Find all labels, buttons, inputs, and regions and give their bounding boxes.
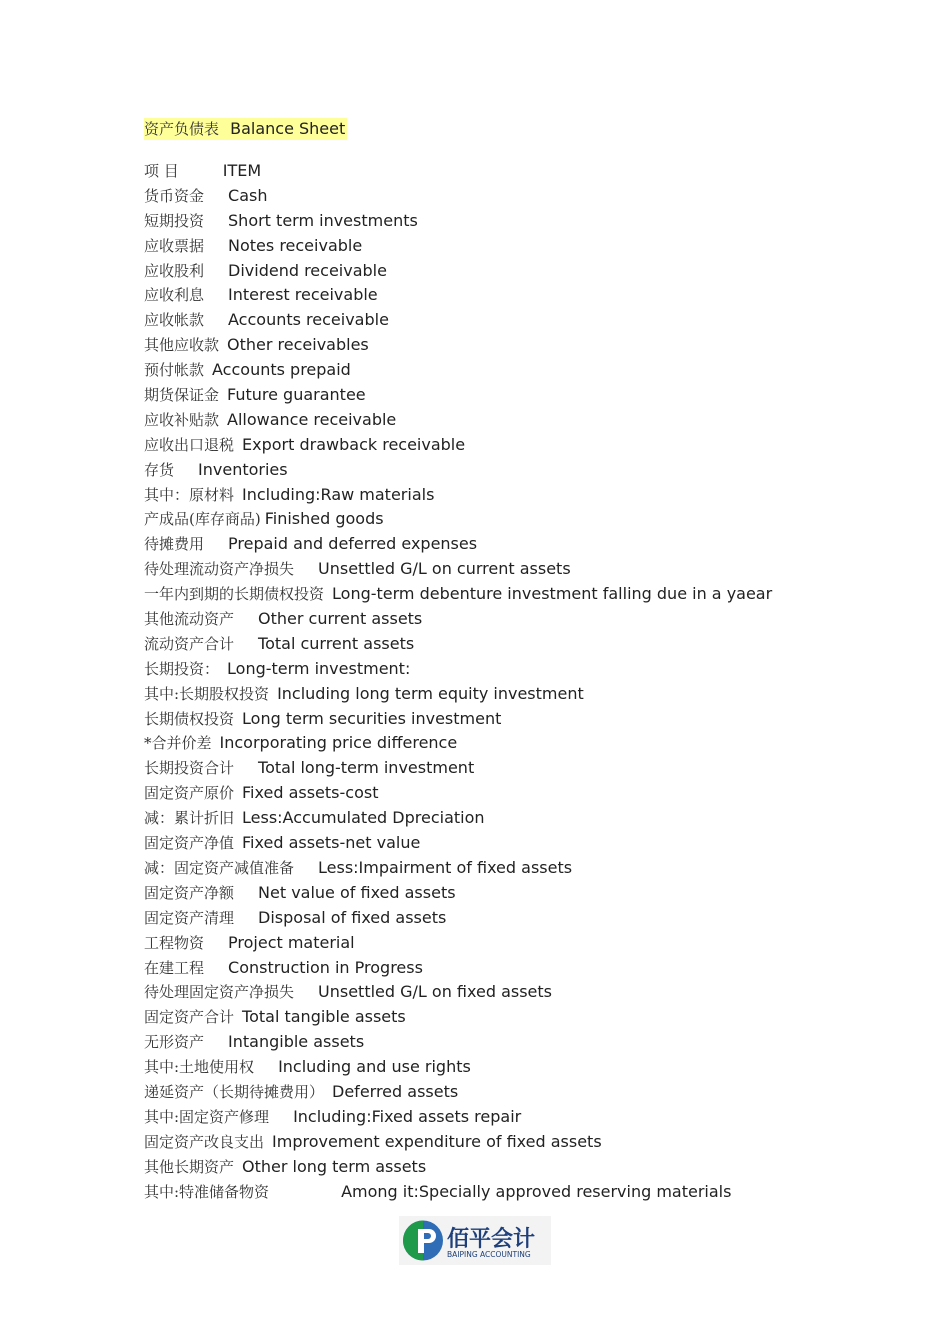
item-row <box>144 159 904 184</box>
item-row <box>144 259 904 284</box>
item-label-en: Including long term equity investment <box>277 683 584 703</box>
item-row <box>144 582 904 607</box>
item-label-zh: 产成品(库存商品) <box>144 510 261 529</box>
item-row <box>144 184 904 209</box>
item-label-zh: 工程物资 <box>144 933 205 952</box>
document-page <box>144 118 904 1204</box>
item-label-zh: 减：累计折旧 <box>144 809 235 828</box>
item-label-en: Other current assets <box>258 609 423 629</box>
item-row <box>144 209 904 234</box>
item-row <box>144 632 904 657</box>
item-label-zh: 其中:特准储备物资 <box>144 1182 270 1201</box>
item-label-zh: 应收票据 <box>144 236 205 255</box>
item-label-en: Interest receivable <box>228 285 378 305</box>
item-label-zh: 预付帐款 <box>144 361 205 380</box>
item-label-en: Export drawback receivable <box>242 434 466 454</box>
item-label-zh: 固定资产合计 <box>144 1008 235 1027</box>
item-label-en: Accounts prepaid <box>212 360 351 380</box>
item-label-en: Among it:Specially approved reserving materials <box>341 1181 732 1201</box>
item-row <box>144 507 904 532</box>
item-label-en: Dividend receivable <box>228 260 387 280</box>
baiping-logo <box>399 1216 551 1265</box>
title-zh: 资产负债表 <box>144 120 220 138</box>
item-label-en: Fixed assets-net value <box>242 833 421 853</box>
item-label-en: Allowance receivable <box>227 409 397 429</box>
item-label-en: Short term investments <box>228 210 418 230</box>
item-label-en: Cash <box>228 185 268 205</box>
item-label-zh: 应收利息 <box>144 286 205 305</box>
item-label-en: Future guarantee <box>227 385 366 405</box>
item-row <box>144 283 904 308</box>
item-label-zh: 应收股利 <box>144 261 205 280</box>
item-label-en: Prepaid and deferred expenses <box>228 534 478 554</box>
item-label-zh: 项 目 <box>144 162 179 180</box>
item-label-en: Less:Impairment of fixed assets <box>318 857 573 877</box>
item-label-zh: 递延资产（长期待摊费用） <box>144 1082 325 1101</box>
item-row <box>144 931 904 956</box>
item-label-zh: 待处理流动资产净损失 <box>144 560 295 579</box>
item-label-en: Disposal of fixed assets <box>258 907 447 927</box>
item-label-zh: 固定资产清理 <box>144 908 235 927</box>
item-label-en: Incorporating price difference <box>219 733 458 753</box>
item-row <box>144 532 904 557</box>
item-label-en: ITEM <box>222 161 262 180</box>
item-label-zh: 其他流动资产 <box>144 610 235 629</box>
item-row <box>144 408 904 433</box>
item-label-en: Total current assets <box>258 633 415 653</box>
item-row <box>144 607 904 632</box>
item-label-zh: 其他应收款 <box>144 336 220 355</box>
item-label-zh: 固定资产原价 <box>144 784 235 803</box>
item-label-en: Including:Fixed assets repair <box>293 1106 522 1126</box>
item-label-en: Improvement expenditure of fixed assets <box>272 1131 602 1151</box>
item-label-en: Project material <box>228 932 355 952</box>
title-en: Balance Sheet <box>230 119 346 138</box>
item-label-en: Accounts receivable <box>228 310 389 330</box>
item-label-zh: 固定资产净额 <box>144 883 235 902</box>
item-label-en: Deferred assets <box>332 1081 459 1101</box>
item-label-en: Other receivables <box>227 335 369 355</box>
item-label-en: Unsettled G/L on fixed assets <box>318 982 552 1002</box>
item-label-en: Long-term investment: <box>227 658 411 678</box>
item-label-en: Total tangible assets <box>242 1007 406 1027</box>
item-label-zh: 其中:固定资产修理 <box>144 1107 270 1126</box>
logo-name-en: BAIPING ACCOUNTING <box>447 1250 531 1259</box>
item-label-en: Inventories <box>198 459 288 479</box>
item-label-zh: 待摊费用 <box>144 535 205 554</box>
item-row <box>144 433 904 458</box>
item-label-en: Unsettled G/L on current assets <box>318 559 571 579</box>
item-label-en: Long term securities investment <box>242 708 502 728</box>
item-row <box>144 657 904 682</box>
bp-logo-icon <box>399 1216 551 1265</box>
item-label-zh: 应收补贴款 <box>144 410 220 429</box>
logo-name-zh: 佰平会计 <box>447 1227 536 1252</box>
item-row <box>144 806 904 831</box>
item-label-zh: 固定资产净值 <box>144 834 235 853</box>
item-row <box>144 458 904 483</box>
item-row <box>144 1055 904 1080</box>
item-label-zh: 流动资产合计 <box>144 634 235 653</box>
item-label-zh: 减：固定资产减值准备 <box>144 858 295 877</box>
document-title <box>144 118 347 140</box>
item-row <box>144 383 904 408</box>
item-row <box>144 1180 904 1205</box>
item-label-en: Notes receivable <box>228 235 363 255</box>
item-row <box>144 1105 904 1130</box>
item-row <box>144 234 904 259</box>
item-row <box>144 906 904 931</box>
item-label-zh: 应收帐款 <box>144 311 205 330</box>
item-label-en: Finished goods <box>264 509 384 529</box>
item-label-zh: 长期投资： <box>144 659 220 678</box>
item-row <box>144 781 904 806</box>
item-label-zh: 其中:土地使用权 <box>144 1058 255 1077</box>
item-label-en: Including and use rights <box>278 1057 471 1077</box>
item-row <box>144 358 904 383</box>
item-row <box>144 308 904 333</box>
item-label-zh: 短期投资 <box>144 211 205 230</box>
item-row <box>144 731 904 756</box>
item-label-zh: 在建工程 <box>144 958 205 977</box>
item-row <box>144 1005 904 1030</box>
item-label-zh: 长期投资合计 <box>144 759 235 778</box>
item-row <box>144 756 904 781</box>
item-label-en: Construction in Progress <box>228 957 423 977</box>
item-row <box>144 1155 904 1180</box>
item-row <box>144 333 904 358</box>
item-label-zh: 应收出口退税 <box>144 435 235 454</box>
item-row <box>144 557 904 582</box>
item-label-en: Total long-term investment <box>258 758 475 778</box>
item-label-zh: *合并价差 <box>144 734 212 753</box>
item-label-zh: 其中:长期股权投资 <box>144 684 270 703</box>
item-label-en: Intangible assets <box>228 1032 365 1052</box>
item-row <box>144 956 904 981</box>
item-label-zh: 固定资产改良支出 <box>144 1132 265 1151</box>
item-label-en: Fixed assets-cost <box>242 783 379 803</box>
item-label-zh: 期货保证金 <box>144 386 220 405</box>
item-label-en: Long-term debenture investment falling due in a yaear <box>332 584 773 604</box>
item-row <box>144 980 904 1005</box>
item-label-zh: 存货 <box>144 460 175 479</box>
item-row <box>144 682 904 707</box>
item-label-zh: 其他长期资产 <box>144 1157 235 1176</box>
item-row <box>144 1130 904 1155</box>
item-row <box>144 1080 904 1105</box>
item-label-zh: 长期债权投资 <box>144 709 235 728</box>
item-row <box>144 707 904 732</box>
item-row <box>144 483 904 508</box>
item-row <box>144 856 904 881</box>
item-label-zh: 无形资产 <box>144 1033 205 1052</box>
item-label-zh: 待处理固定资产净损失 <box>144 983 295 1002</box>
item-label-en: Less:Accumulated Dpreciation <box>242 808 485 828</box>
item-label-en: Other long term assets <box>242 1156 427 1176</box>
item-label-zh: 货币资金 <box>144 186 205 205</box>
item-row <box>144 1030 904 1055</box>
item-row <box>144 831 904 856</box>
item-label-zh: 其中：原材料 <box>144 485 235 504</box>
item-row <box>144 881 904 906</box>
item-label-zh: 一年内到期的长期债权投资 <box>144 585 325 604</box>
item-label-en: Including:Raw materials <box>242 484 435 504</box>
item-label-en: Net value of fixed assets <box>258 882 456 902</box>
balance-sheet-items <box>144 159 904 1204</box>
